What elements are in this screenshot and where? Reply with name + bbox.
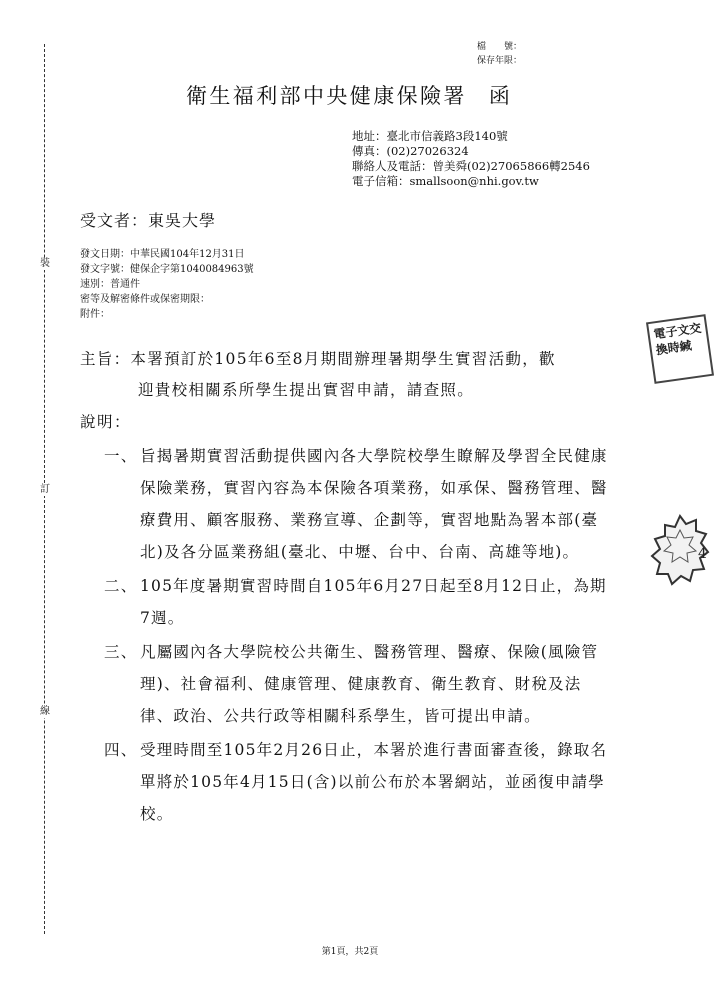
delivery-speed: 速別：普通件 xyxy=(80,279,140,290)
explanation-item xyxy=(104,636,610,732)
explanation-item xyxy=(104,570,610,634)
contact-person-line: 聯絡人及電話：曾美舜(02)27065866轉2546 xyxy=(352,159,590,173)
letter-title xyxy=(186,80,512,110)
agency-name: 衛生福利部中央健康保險署 xyxy=(186,84,467,108)
archive-fields xyxy=(477,40,522,68)
explanation-item xyxy=(104,440,610,568)
binding-mark-zhuang: 裝 xyxy=(40,258,50,269)
item-text: 受理時間至105年2月26日止，本署於進行書面審查後，錄取名單將於105年4月15日(含)以前公布於本署網站，並函復申請學校。 xyxy=(140,741,608,823)
item-number: 二、 xyxy=(104,577,138,595)
subject xyxy=(80,344,556,406)
item-text: 旨揭暑期實習活動提供國內各大學院校學生瞭解及學習全民健康保險業務，實習內容為本保險各項業務，如承保、醫務管理、醫療費用、顧客服務、業務宣導、企劃等，實習地點為署本部(臺北)及各分區業務組(臺北、中壢、台中、台南、高雄等地)。 xyxy=(140,447,608,561)
secrecy-level: 密等及解密條件或保密期限： xyxy=(80,294,210,305)
retention-period-label: 保存年限： xyxy=(476,56,522,66)
attachments: 附件： xyxy=(80,309,110,320)
explanation-list xyxy=(104,440,610,832)
file-number-label: 檔 號： xyxy=(476,42,522,52)
binding-mark-ding: 訂 xyxy=(40,484,50,495)
seal-stamp-icon xyxy=(650,512,710,592)
subject-line-2: 迎貴校相關系所學生提出實習申請，請查照。 xyxy=(138,381,475,399)
item-text: 105年度暑期實習時間自105年6月27日起至8月12日止，為期7週。 xyxy=(140,577,607,627)
explanation-item xyxy=(104,734,610,830)
item-number: 一、 xyxy=(104,447,138,465)
subject-line-1: 主旨：本署預訂於105年6至8月期間辦理暑期學生實習活動，歡 xyxy=(80,350,556,368)
page-number: 第1頁，共2頁 xyxy=(321,947,379,957)
dispatch-metadata xyxy=(80,247,254,322)
item-text: 凡屬國內各大學院校公共衛生、醫務管理、醫療、保險(風險管理)、社會福利、健康管理、健康教育、衛生教育、財稅及法律、政治、公共行政等相關科系學生，皆可提出申請。 xyxy=(140,643,599,725)
document-type: 函 xyxy=(488,84,513,108)
email-line: 電子信箱：smallsoon@nhi.gov.tw xyxy=(352,174,539,188)
item-number: 三、 xyxy=(104,643,138,661)
dispatch-date: 發文日期：中華民國104年12月31日 xyxy=(80,249,245,260)
seal-digit: 4 xyxy=(698,546,707,562)
dispatch-number: 發文字號：健保企字第1040084963號 xyxy=(80,264,254,275)
fax-line: 傳真：(02)27026324 xyxy=(352,144,469,158)
address-line: 地址：臺北市信義路3段140號 xyxy=(352,129,508,143)
binding-mark-xian: 線 xyxy=(40,706,50,717)
contact-block xyxy=(352,129,590,189)
explanation-heading: 說明： xyxy=(80,413,132,431)
receipt-stamp: 電子文交換時緘 xyxy=(646,314,714,384)
item-number: 四、 xyxy=(104,741,138,759)
recipient: 受文者：東吳大學 xyxy=(80,211,217,230)
